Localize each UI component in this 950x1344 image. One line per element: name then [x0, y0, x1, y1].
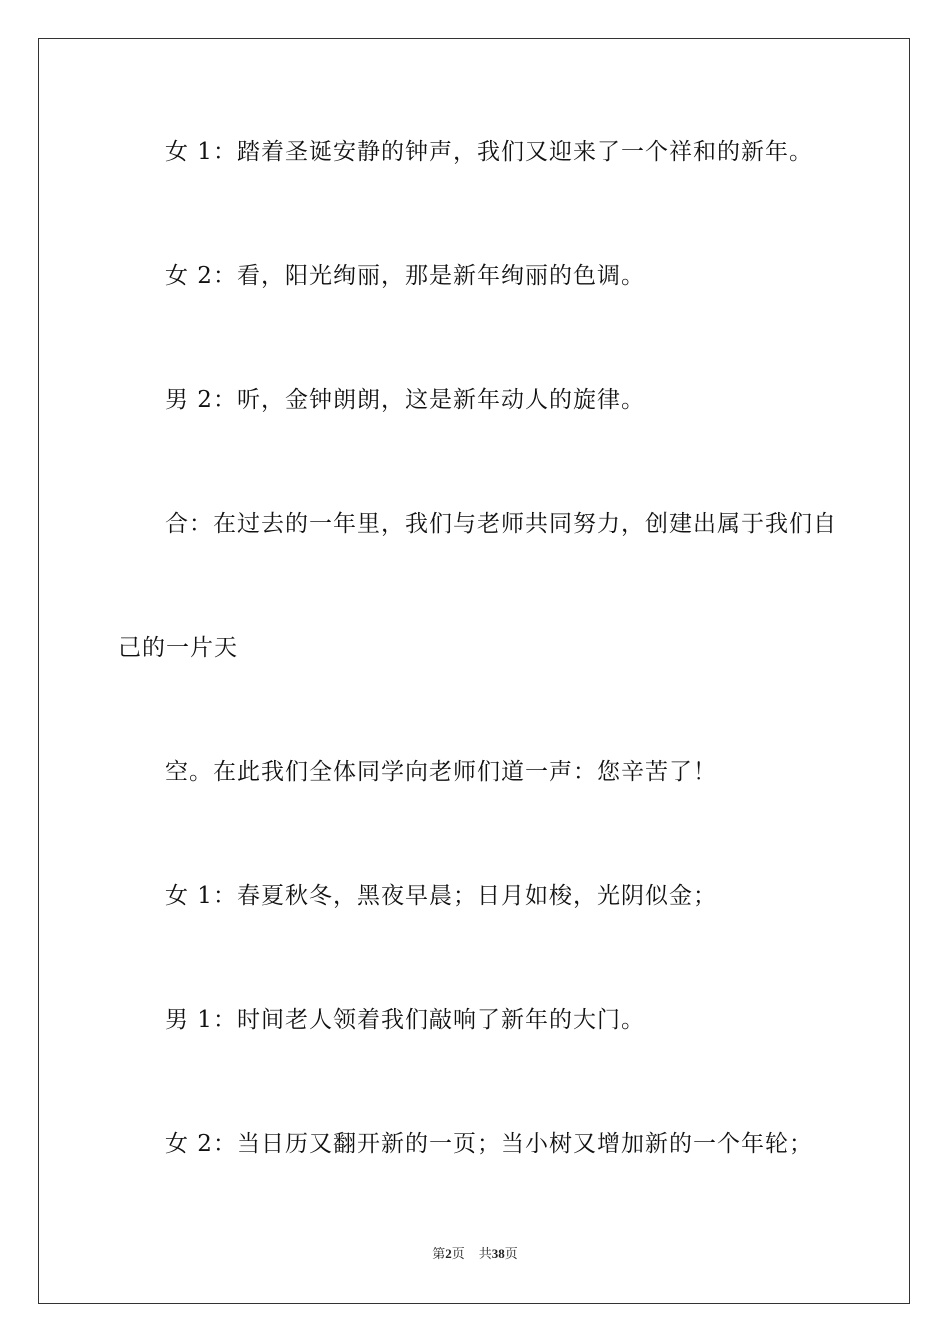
total-pages: 38	[491, 1246, 505, 1261]
total-prefix: 共	[478, 1246, 492, 1261]
paragraph-line: 女 1：春夏秋冬，黑夜早晨；日月如梭，光阴似金；	[165, 883, 717, 909]
page-suffix: 页	[451, 1246, 465, 1261]
total-suffix: 页	[504, 1246, 518, 1261]
page-border	[38, 38, 910, 1304]
paragraph-line: 男 1：时间老人领着我们敲响了新年的大门。	[165, 1007, 645, 1033]
paragraph-line: 女 1：踏着圣诞安静的钟声，我们又迎来了一个祥和的新年。	[165, 139, 813, 165]
page-footer	[0, 1245, 950, 1263]
paragraph-line: 合：在过去的一年里，我们与老师共同努力，创建出属于我们自	[165, 511, 837, 537]
paragraph-line: 空。在此我们全体同学向老师们道一声：您辛苦了！	[165, 759, 717, 785]
paragraph-line: 女 2：当日历又翻开新的一页；当小树又增加新的一个年轮；	[165, 1131, 813, 1157]
page-number: 2	[445, 1246, 452, 1261]
page-prefix: 第	[432, 1246, 446, 1261]
paragraph-line: 女 2：看，阳光绚丽，那是新年绚丽的色调。	[165, 263, 645, 289]
paragraph-line: 己的一片天	[118, 635, 238, 661]
paragraph-line: 男 2：听，金钟朗朗，这是新年动人的旋律。	[165, 387, 645, 413]
